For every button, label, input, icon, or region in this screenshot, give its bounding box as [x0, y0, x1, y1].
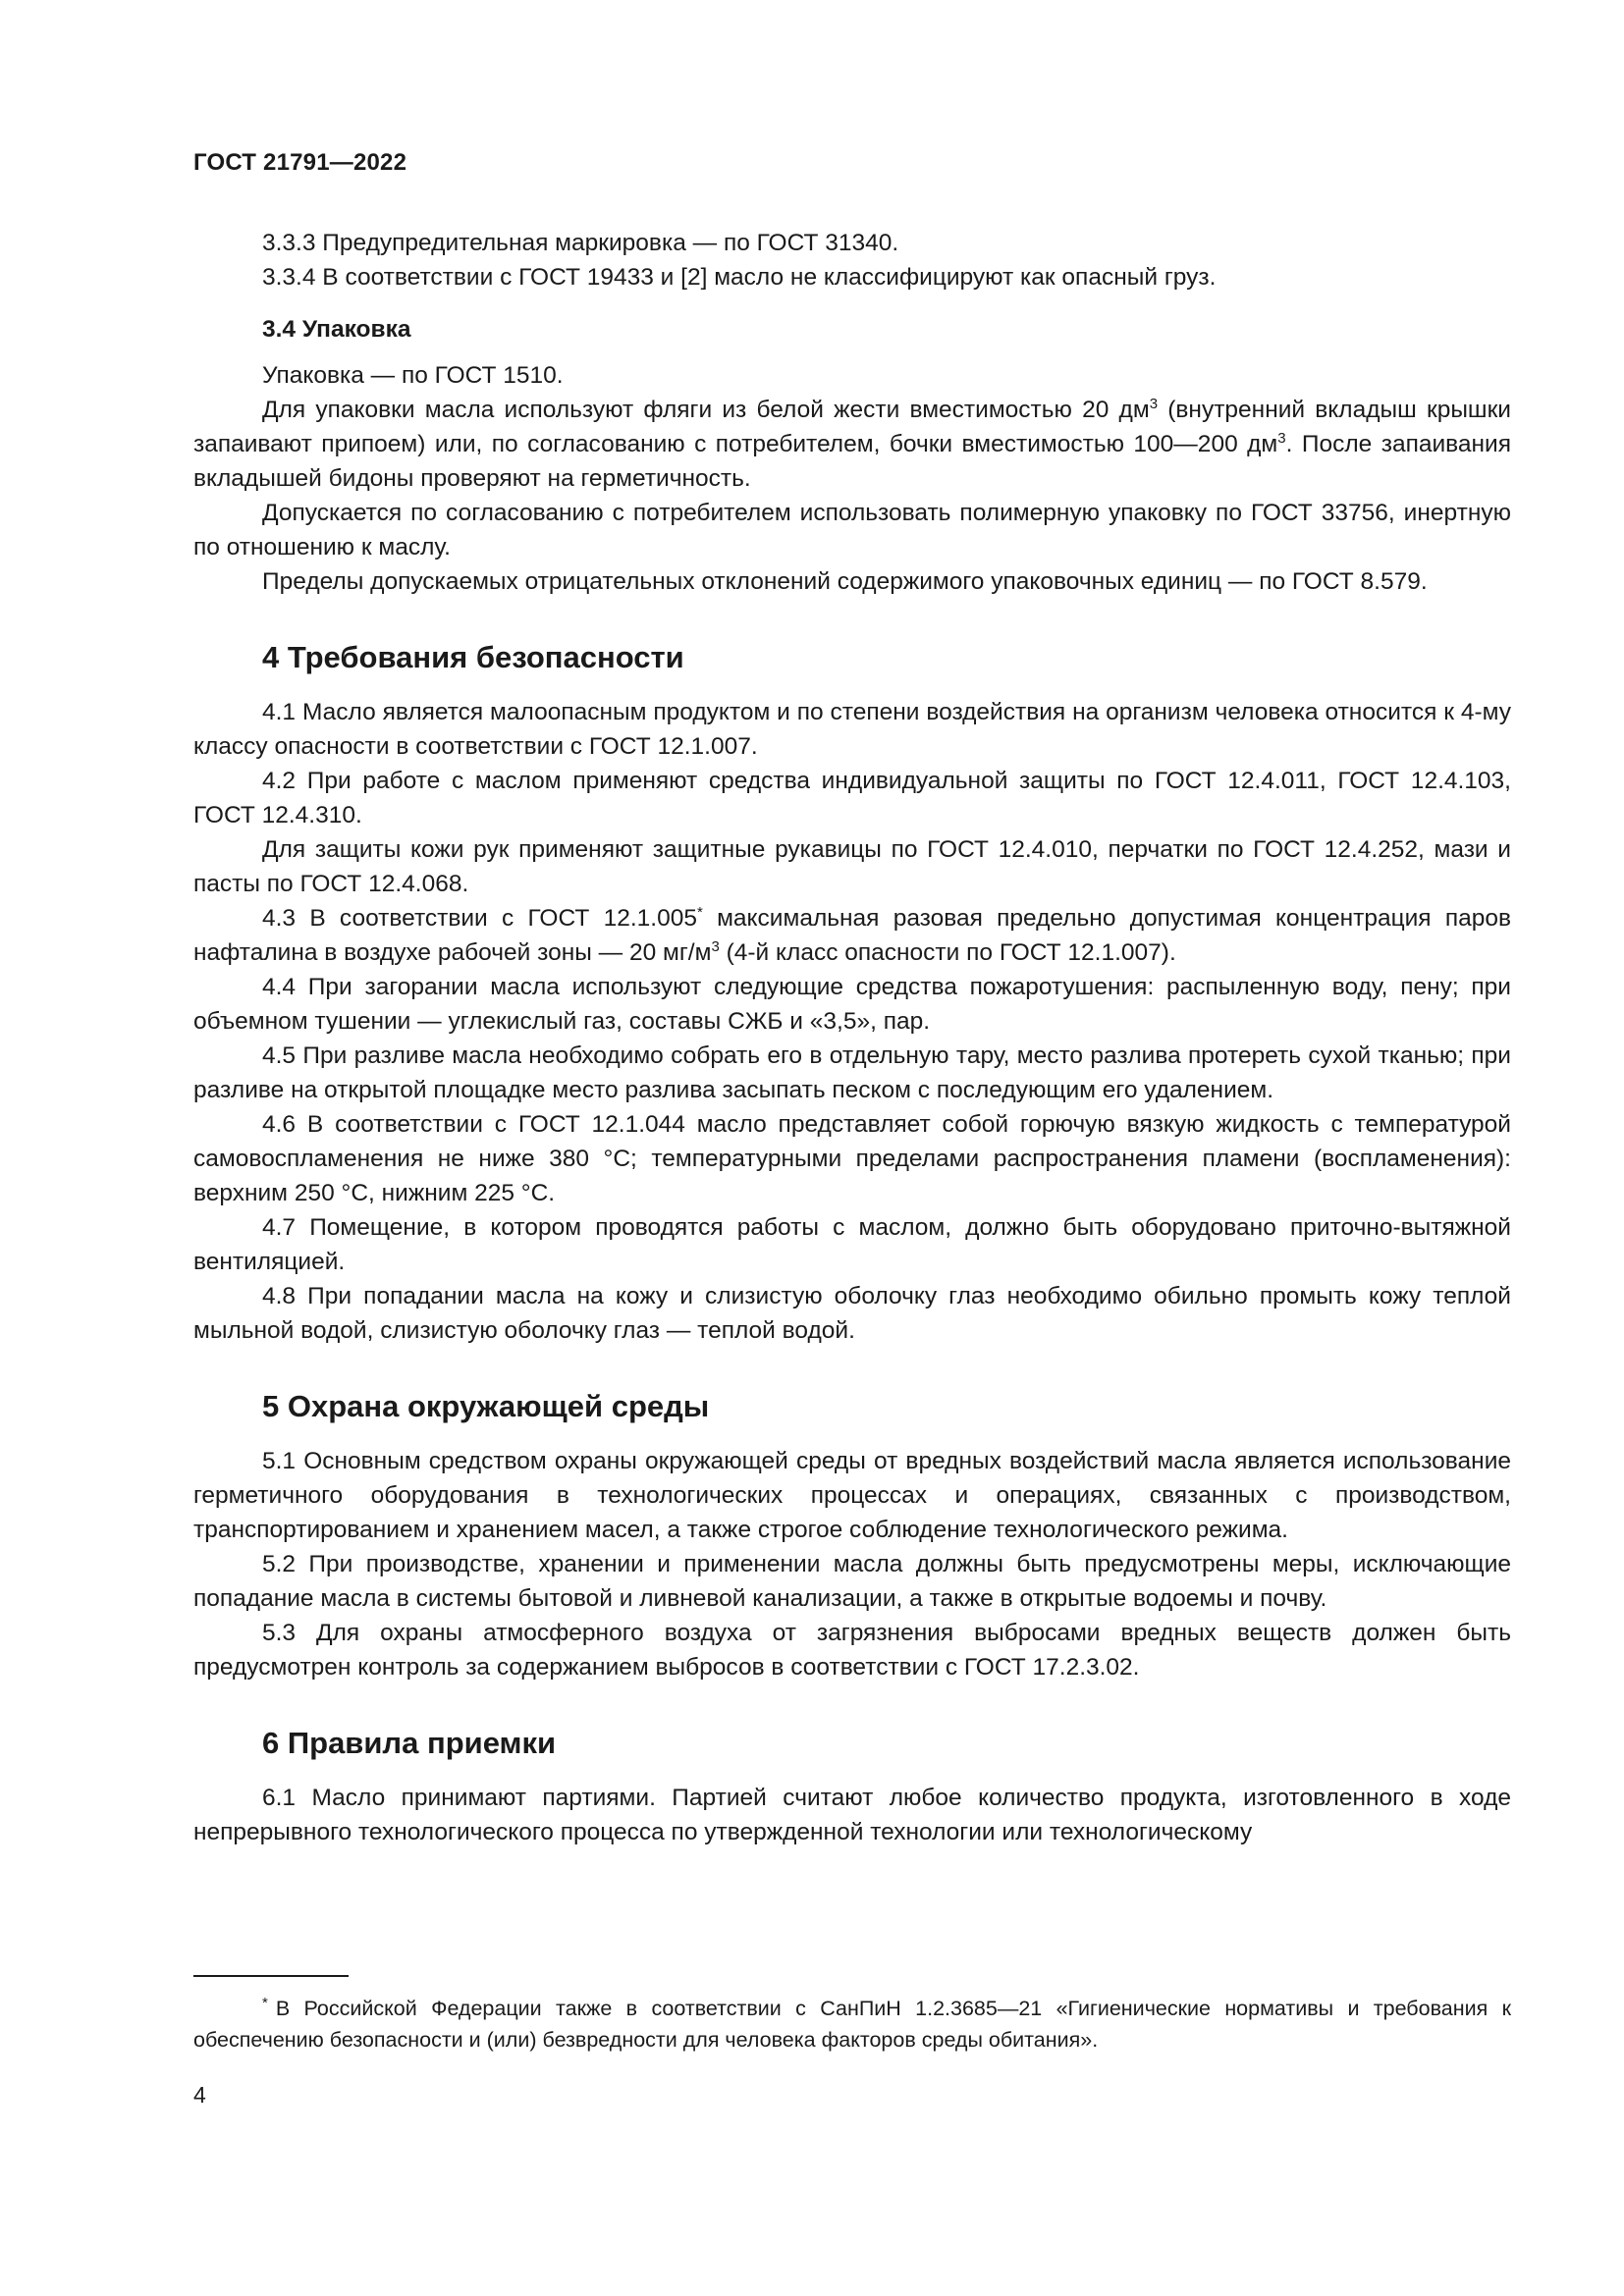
- clause-4-3-text-b: максимальная разовая предельно допустимая концентрация паров нафталина в воздухе рабочей зоны — 20 мг/м: [193, 905, 1511, 966]
- clause-6-1: 6.1 Масло принимают партиями. Партией считают любое количество продукта, изготовленного в ходе непрерывного технологического процесса по утвержденной технологии или технологическому: [193, 1785, 1511, 1845]
- packaging-text-a: Для упаковки масла используют фляги из белой жести вместимостью 20 дм: [262, 397, 1150, 423]
- clause-4-8: 4.8 При попадании масла на кожу и слизистую оболочку глаз необходимо обильно промыть кожу теплой мыльной водой, слизистую оболочку глаз — теплой водой.: [193, 1283, 1511, 1344]
- superscript-cubic: 3: [711, 937, 720, 955]
- superscript-cubic: 3: [1149, 395, 1159, 412]
- clause-4-6: 4.6 В соответствии с ГОСТ 12.1.044 масло представляет собой горючую вязкую жидкость с температурой самовоспламенения не ниже 380 °C; температурными пределами распространения пламени (воспламенения): верхним 250 °C, нижним 225 °C.: [193, 1111, 1511, 1206]
- clause-4-4: 4.4 При загорании масла используют следующие средства пожаротушения: распыленную воду, пену; при объемном тушении — углекислый газ, составы СЖБ и «3,5», пар.: [193, 974, 1511, 1035]
- clause-4-3-text-c: (4-й класс опасности по ГОСТ 12.1.007).: [719, 939, 1176, 966]
- packaging-text-c: . После запаивания вкладышей бидоны проверяют на герметичность.: [193, 431, 1512, 492]
- packaging-paragraph-1: Упаковка — по ГОСТ 1510.: [262, 362, 564, 389]
- packaging-text-b: (внутренний вкладыш крышки запаивают припоем) или, по согласованию с потребителем, бочки вместимостью 100—200 дм: [193, 397, 1511, 457]
- section-title-5: 5 Охрана окружающей среды: [262, 1389, 710, 1423]
- clause-4-2: 4.2 При работе с маслом применяют средства индивидуальной защиты по ГОСТ 12.4.011, ГОСТ 12.4.103, ГОСТ 12.4.310.: [193, 768, 1511, 828]
- clause-5-2: 5.2 При производстве, хранении и применении масла должны быть предусмотрены меры, исключающие попадание масла в системы бытовой и ливневой канализации, а также в открытые водоемы и почву.: [193, 1551, 1511, 1612]
- footnote-text: В Российской Федерации также в соответствии с СанПиН 1.2.3685—21 «Гигиенические нормативы и требования к обеспечению безопасности и (или) безвредности для человека факторов среды обитания».: [193, 1997, 1511, 2052]
- section-title-6: 6 Правила приемки: [262, 1726, 557, 1760]
- subsection-title-3-4: 3.4 Упаковка: [262, 316, 411, 343]
- clause-4-2-continued: Для защиты кожи рук применяют защитные рукавицы по ГОСТ 12.4.010, перчатки по ГОСТ 12.4.252, мази и пасты по ГОСТ 12.4.068.: [193, 836, 1511, 897]
- clause-4-1: 4.1 Масло является малоопасным продуктом и по степени воздействия на организм человека относится к 4-му классу опасности в соответствии с ГОСТ 12.1.007.: [193, 699, 1511, 760]
- packaging-paragraph-2: [193, 393, 1511, 496]
- clause-5-3: 5.3 Для охраны атмосферного воздуха от загрязнения выбросами вредных веществ должен быть предусмотрен контроль за содержанием выбросов в соответствии с ГОСТ 17.2.3.02.: [193, 1620, 1511, 1681]
- clause-3-3-4: 3.3.4 В соответствии с ГОСТ 19433 и [2] масло не классифицируют как опасный груз.: [262, 264, 1217, 291]
- clause-4-7: 4.7 Помещение, в котором проводятся работы с маслом, должно быть оборудовано приточно-вытяжной вентиляцией.: [193, 1214, 1511, 1275]
- clause-5-1: 5.1 Основным средством охраны окружающей среды от вредных воздействий масла является использование герметичного оборудования в технологических процессах и операциях, связанных с производством, транспортированием и хранением масел, а также строгое соблюдение технологического режима.: [193, 1448, 1511, 1543]
- footnote-divider: [193, 1975, 349, 1977]
- footnote-reference: *: [696, 903, 703, 921]
- clause-4-3-text-a: 4.3 В соответствии с ГОСТ 12.1.005: [262, 905, 697, 932]
- clause-3-3-3: 3.3.3 Предупредительная маркировка — по ГОСТ 31340.: [262, 230, 899, 256]
- page-number: 4: [193, 2082, 206, 2108]
- footnote: [193, 1993, 1511, 2056]
- document-body: [193, 226, 1511, 1849]
- document-code-header: ГОСТ 21791—2022: [193, 149, 407, 176]
- packaging-paragraph-3: Допускается по согласованию с потребителем использовать полимерную упаковку по ГОСТ 33756, инертную по отношению к маслу.: [193, 500, 1511, 561]
- packaging-paragraph-4: Пределы допускаемых отрицательных отклонений содержимого упаковочных единиц — по ГОСТ 8.579.: [262, 568, 1428, 595]
- superscript-cubic: 3: [1277, 429, 1286, 447]
- footnote-mark: *: [262, 1994, 268, 2011]
- clause-4-5: 4.5 При разливе масла необходимо собрать его в отдельную тару, место разлива протереть сухой тканью; при разливе на открытой площадке место разлива засыпать песком с последующим его удалением.: [193, 1042, 1511, 1103]
- clause-4-3: [193, 901, 1511, 970]
- section-title-4: 4 Требования безопасности: [262, 640, 684, 674]
